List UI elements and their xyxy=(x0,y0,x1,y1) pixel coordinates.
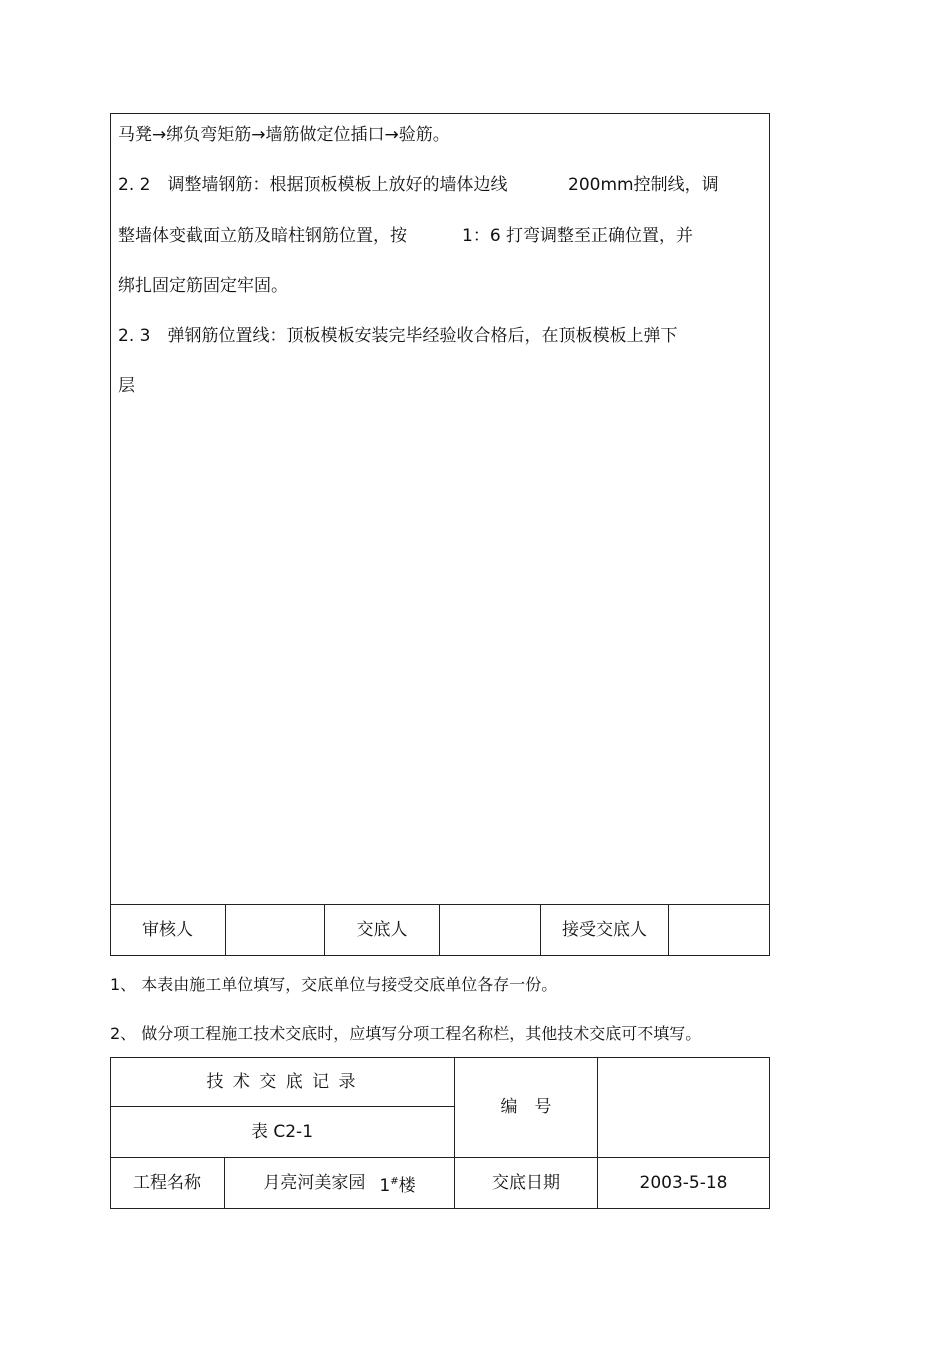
note-1: 1、 本表由施工单位填写，交底单位与接受交底单位各存一份。 xyxy=(110,975,558,994)
building-number-wrap xyxy=(379,1156,415,1212)
content-line: 层 xyxy=(118,376,135,396)
project-label: 工程名称 xyxy=(133,1173,201,1193)
content-line: 1：6 打弯调整至正确位置，并 xyxy=(462,226,694,246)
presenter-value[interactable] xyxy=(440,905,540,955)
content-line: 200mm控制线，调 xyxy=(568,175,719,195)
receiver-value[interactable] xyxy=(669,905,769,955)
presenter-label: 交底人 xyxy=(356,920,408,940)
number-value[interactable] xyxy=(598,1058,769,1157)
project-value-cell xyxy=(225,1158,454,1209)
building-superscript: # xyxy=(390,1175,399,1187)
date-label: 交底日期 xyxy=(492,1173,560,1193)
content-line: 整墙体变截面立筋及暗柱钢筋位置，按 xyxy=(118,226,407,246)
date-value: 2003-5-18 xyxy=(639,1173,728,1193)
content-line: 2. 3 弹钢筋位置线：顶板模板安装完毕经验收合格后，在顶板模板上弹下 xyxy=(118,326,678,346)
project-value: 月亮河美家园 xyxy=(263,1173,366,1193)
content-line: 绑扎固定筋固定牢固。 xyxy=(118,276,288,296)
content-line: 2. 2 调整墙钢筋：根据顶板模板上放好的墙体边线 xyxy=(118,175,508,195)
building-number: 1 xyxy=(379,1175,391,1196)
building-suffix: 楼 xyxy=(398,1175,416,1196)
record-title: 技 术 交 底 记 录 xyxy=(206,1072,358,1092)
form-code: 表 C2-1 xyxy=(250,1122,314,1142)
number-label: 编 号 xyxy=(500,1097,552,1117)
note-2: 2、 做分项工程施工技术交底时，应填写分项工程名称栏，其他技术交底可不填写。 xyxy=(110,1024,702,1043)
receiver-label: 接受交底人 xyxy=(562,920,647,940)
content-line: 马凳→绑负弯矩筋→墙筋做定位插口→验筋。 xyxy=(118,125,450,145)
reviewer-label: 审核人 xyxy=(142,920,193,940)
reviewer-value[interactable] xyxy=(226,905,324,955)
